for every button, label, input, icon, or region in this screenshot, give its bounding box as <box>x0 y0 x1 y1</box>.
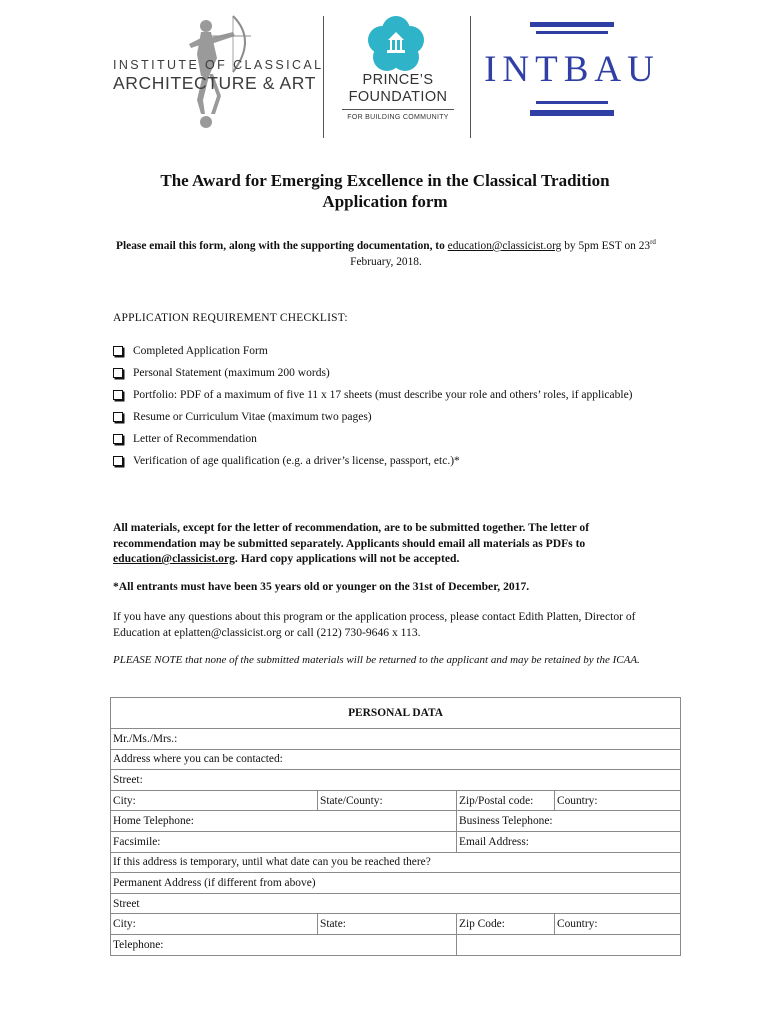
pf-logo-rule <box>342 109 454 110</box>
contact-address-field[interactable]: Address where you can be contacted: <box>111 749 681 770</box>
submission-email-link[interactable]: education@classicist.org <box>447 240 562 252</box>
checkbox-icon[interactable] <box>113 368 123 378</box>
intbau-bottom-bar <box>530 110 614 116</box>
checkbox-icon[interactable] <box>113 346 123 356</box>
permanent-street-field[interactable]: Street <box>111 893 681 914</box>
facsimile-field[interactable]: Facsimile: <box>111 831 457 852</box>
checklist-heading: APPLICATION REQUIREMENT CHECKLIST: <box>113 312 348 324</box>
pf-logo-line1: PRINCE’S <box>362 72 434 88</box>
intbau-wordmark: INTBAU <box>484 49 660 90</box>
contact-info: If you have any questions about this program or the application process, please contact Edith Platten, Director of Education at eplatten@classicist.org or call (212) 730-9646 x 113. <box>113 610 636 639</box>
table-row <box>111 749 681 770</box>
pf-logo-tagline: FOR BUILDING COMMUNITY <box>347 114 449 121</box>
intbau-top-bar <box>530 22 614 27</box>
state-county-field[interactable]: State/County: <box>318 790 457 811</box>
materials-note <box>113 520 658 567</box>
table-row <box>111 893 681 914</box>
intbau-top-bar-thin <box>536 31 608 34</box>
pf-logo-line2: FOUNDATION <box>348 89 448 105</box>
business-telephone-field[interactable]: Business Telephone: <box>457 811 681 832</box>
personal-data-table <box>110 697 681 956</box>
icaa-logo <box>105 14 324 134</box>
checklist-item-label: Completed Application Form <box>133 345 268 357</box>
please-note: PLEASE NOTE that none of the submitted materials will be returned to the applicant and may be retained by the ICAA. <box>113 654 640 666</box>
permanent-country-field[interactable]: Country: <box>555 914 681 935</box>
permanent-address-field[interactable]: Permanent Address (if different from above) <box>111 873 681 894</box>
logo-divider <box>470 16 471 138</box>
materials-email-link[interactable]: education@classicist.org <box>113 552 235 565</box>
icaa-logo-line2: ARCHITECTURE & ART <box>113 73 317 93</box>
deadline-text: by 5pm EST on 23 <box>564 240 651 252</box>
table-row <box>111 914 681 935</box>
materials-note-text: All materials, except for the letter of recommendation, are to be submitted together. The letter of recommendation may be submitted separately. Applicants should email all materials as PDFs to <box>113 521 590 550</box>
checklist-item <box>111 362 651 384</box>
empty-cell[interactable] <box>457 934 681 955</box>
temporary-address-field[interactable]: If this address is temporary, until what date can you be reached there? <box>111 852 681 873</box>
zip-postal-field[interactable]: Zip/Postal code: <box>457 790 555 811</box>
checklist-item <box>111 384 651 406</box>
table-row <box>111 729 681 750</box>
page-subtitle: Application form <box>322 192 448 211</box>
requirement-checklist <box>111 340 651 472</box>
permanent-zip-field[interactable]: Zip Code: <box>457 914 555 935</box>
checklist-item-label: Letter of Recommendation <box>133 433 257 445</box>
table-row <box>111 790 681 811</box>
princes-foundation-logo <box>330 16 466 136</box>
submission-instructions <box>112 238 660 270</box>
checklist-item-label: Portfolio: PDF of a maximum of five 11 x 17 sheets (must describe your role and others’ roles, if applicable) <box>133 389 633 401</box>
checklist-item <box>111 406 651 428</box>
permanent-city-field[interactable]: City: <box>111 914 318 935</box>
page-title: The Award for Emerging Excellence in the Classical Tradition <box>160 171 610 190</box>
checklist-item-label: Personal Statement (maximum 200 words) <box>133 367 330 379</box>
table-row <box>111 770 681 791</box>
permanent-state-field[interactable]: State: <box>318 914 457 935</box>
permanent-telephone-field[interactable]: Telephone: <box>111 934 457 955</box>
country-field[interactable]: Country: <box>555 790 681 811</box>
icaa-logo-line1: INSTITUTE OF CLASSICAL <box>113 58 324 72</box>
age-requirement-text: *All entrants must have been 35 years old or younger on the 31st of December, 2017. <box>113 580 530 593</box>
salutation-field[interactable]: Mr./Ms./Mrs.: <box>111 729 681 750</box>
intbau-logo <box>484 22 660 122</box>
home-telephone-field[interactable]: Home Telephone: <box>111 811 457 832</box>
checklist-item <box>111 428 651 450</box>
logo-divider <box>323 16 324 138</box>
table-row <box>111 934 681 955</box>
deadline-text-end: February, 2018. <box>350 256 422 268</box>
materials-note-end: . Hard copy applications will not be accepted. <box>234 552 460 565</box>
checkbox-icon[interactable] <box>113 412 123 422</box>
checklist-item-label: Verification of age qualification (e.g. a driver’s license, passport, etc.)* <box>133 455 460 467</box>
flower-emblem-icon <box>368 16 424 72</box>
checkbox-icon[interactable] <box>113 456 123 466</box>
intbau-bottom-bar-thin <box>536 101 608 104</box>
checklist-item <box>111 340 651 362</box>
deadline-sup: rd <box>650 238 656 247</box>
checklist-item <box>111 450 651 472</box>
email-address-field[interactable]: Email Address: <box>457 831 681 852</box>
city-field[interactable]: City: <box>111 790 318 811</box>
table-row <box>111 852 681 873</box>
checklist-item-label: Resume or Curriculum Vitae (maximum two pages) <box>133 411 372 423</box>
table-row <box>111 873 681 894</box>
table-row <box>111 831 681 852</box>
instructions-lead: Please email this form, along with the supporting documentation, to <box>116 240 445 252</box>
checkbox-icon[interactable] <box>113 390 123 400</box>
checkbox-icon[interactable] <box>113 434 123 444</box>
table-row <box>111 698 681 729</box>
street-field[interactable]: Street: <box>111 770 681 791</box>
age-requirement <box>113 579 658 595</box>
table-row <box>111 811 681 832</box>
personal-data-heading: PERSONAL DATA <box>111 698 681 729</box>
